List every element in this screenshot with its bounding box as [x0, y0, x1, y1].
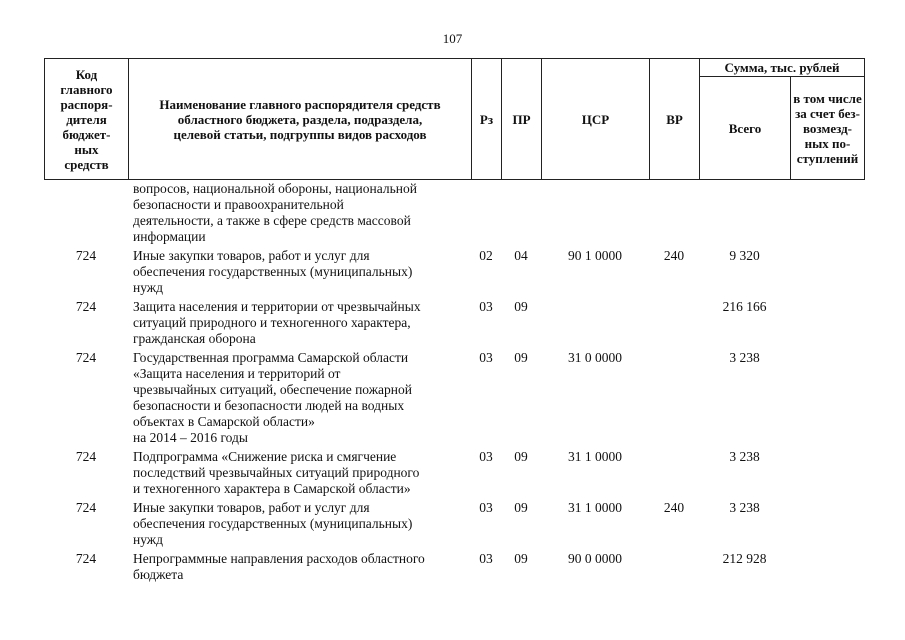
row-csr — [541, 181, 649, 245]
header-sum: Сумма, тыс. рублей — [700, 59, 865, 77]
table-row — [44, 551, 864, 583]
table-body — [44, 181, 864, 583]
table-row — [44, 500, 864, 548]
row-name: Государственная программа Самарской области «Защита населения и территорий от чрезвычайных ситуаций, обеспечение пожарной безопасности и безопасности людей на водных объектах в Самарской области» на 2014 – 2016 годы — [133, 350, 412, 445]
row-free — [790, 299, 864, 347]
row-vr: 240 — [663, 500, 685, 515]
row-pr: 04 — [514, 248, 528, 263]
row-name: Подпрограмма «Снижение риска и смягчение последствий чрезвычайных ситуаций природного и техногенного характера в Самарской области» — [133, 449, 420, 496]
row-code — [44, 181, 128, 245]
row-code: 724 — [75, 551, 97, 566]
header-vr: ВР — [650, 59, 700, 180]
row-name: Иные закупки товаров, работ и услуг для обеспечения государственных (муниципальных) нужд — [133, 248, 413, 295]
row-total — [699, 181, 790, 245]
row-rz: 03 — [479, 299, 493, 314]
row-name: вопросов, национальной обороны, национальной безопасности и правоохранительной деятельности, а также в сфере средств массовой информации — [133, 181, 417, 244]
row-free — [790, 449, 864, 497]
row-pr — [501, 181, 541, 245]
row-pr: 09 — [514, 350, 528, 365]
row-code: 724 — [75, 449, 97, 464]
table-row — [44, 248, 864, 296]
row-rz: 03 — [479, 551, 493, 566]
header-rz: Рз — [472, 59, 502, 180]
row-free — [790, 350, 864, 446]
header-total: Всего — [700, 77, 791, 180]
row-rz: 03 — [479, 500, 493, 515]
row-csr: 31 0 0000 — [568, 350, 622, 365]
row-total: 212 928 — [722, 551, 767, 566]
row-free — [790, 500, 864, 548]
row-vr: 240 — [663, 248, 685, 263]
row-vr — [649, 350, 699, 446]
row-pr: 09 — [514, 449, 528, 464]
row-total: 9 320 — [729, 248, 760, 263]
row-csr: 31 1 0000 — [568, 449, 622, 464]
row-free — [790, 181, 864, 245]
table-row — [44, 449, 864, 497]
row-pr: 09 — [514, 500, 528, 515]
row-csr — [541, 299, 649, 347]
row-rz: 02 — [479, 248, 493, 263]
row-code: 724 — [75, 350, 97, 365]
row-free — [790, 248, 864, 296]
row-vr — [649, 449, 699, 497]
row-free — [790, 551, 864, 583]
row-total: 3 238 — [729, 500, 760, 515]
header-code: Код главного распоря- дителя бюджет- ных средств — [45, 59, 129, 180]
header-csr: ЦСР — [542, 59, 650, 180]
row-pr: 09 — [514, 299, 528, 314]
row-code: 724 — [75, 248, 97, 263]
row-rz — [471, 181, 501, 245]
row-vr — [649, 299, 699, 347]
row-name: Иные закупки товаров, работ и услуг для обеспечения государственных (муниципальных) нужд — [133, 500, 413, 547]
row-csr: 90 0 0000 — [568, 551, 622, 566]
row-total: 216 166 — [722, 299, 767, 314]
row-vr — [649, 181, 699, 245]
row-csr: 90 1 0000 — [568, 248, 622, 263]
row-rz: 03 — [479, 449, 493, 464]
row-code: 724 — [75, 299, 97, 314]
row-pr: 09 — [514, 551, 528, 566]
row-name: Непрограммные направления расходов областного бюджета — [133, 551, 425, 582]
header-pr: ПР — [502, 59, 542, 180]
table-row — [44, 350, 864, 446]
row-csr: 31 1 0000 — [568, 500, 622, 515]
row-rz: 03 — [479, 350, 493, 365]
row-code: 724 — [75, 500, 97, 515]
header-name: Наименование главного распорядителя средств областного бюджета, раздела, подраздела, целевой статьи, подгруппы видов расходов — [129, 59, 472, 180]
table-row — [44, 299, 864, 347]
row-total: 3 238 — [729, 350, 760, 365]
table-header — [44, 58, 865, 180]
row-total: 3 238 — [729, 449, 760, 464]
page-number: 107 — [442, 31, 463, 46]
row-vr — [649, 551, 699, 583]
table-row — [44, 181, 864, 245]
header-free: в том числе за счет без- возмезд- ных по- ступлений — [791, 77, 865, 180]
row-name: Защита населения и территории от чрезвычайных ситуаций природного и техногенного характера, гражданская оборона — [133, 299, 421, 346]
